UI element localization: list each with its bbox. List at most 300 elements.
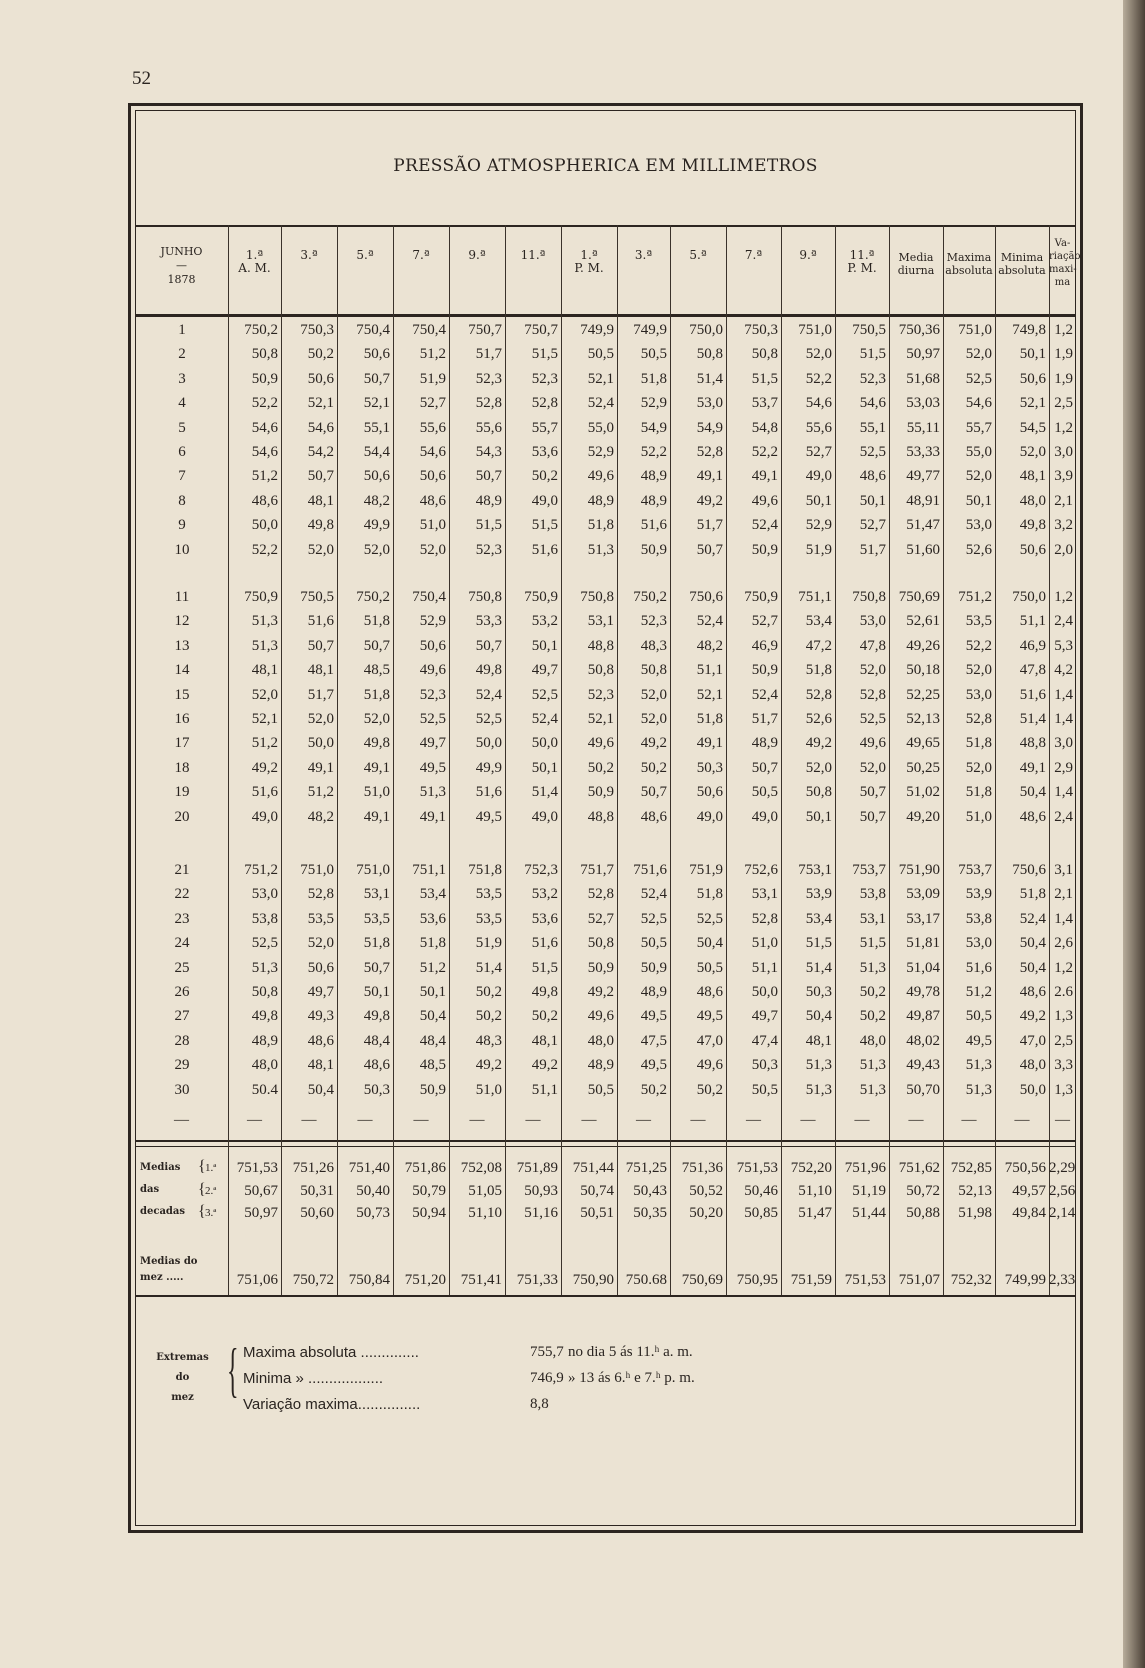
table-cell: 51,5 bbox=[475, 517, 502, 534]
header-maxima bbox=[943, 251, 995, 277]
dash-mark: — bbox=[525, 1112, 541, 1128]
decade-value: 2,29 bbox=[1049, 1160, 1076, 1176]
table-cell: 52,0 bbox=[1019, 444, 1046, 460]
hour-label: 11.ª bbox=[520, 248, 546, 262]
table-cell: 51,2 bbox=[307, 784, 334, 801]
table-cell: 54,4 bbox=[363, 444, 390, 460]
table-cell: 50,8 bbox=[587, 662, 614, 679]
table-cell: 48,6 bbox=[363, 1057, 390, 1074]
mez-value: 751,06 bbox=[236, 1272, 278, 1288]
table-cell: 52,1 bbox=[307, 395, 334, 412]
table-cell: 750,7 bbox=[468, 322, 502, 338]
table-cell: 50,6 bbox=[419, 637, 446, 654]
hour-period bbox=[617, 262, 670, 275]
table-cell: 50,1 bbox=[531, 637, 558, 654]
table-cell: 750,2 bbox=[244, 322, 278, 338]
table-cell: 50,7 bbox=[363, 370, 390, 387]
table-cell: 750,3 bbox=[300, 322, 334, 338]
table-cell: 52,61 bbox=[906, 613, 940, 630]
table-cell: 50,8 bbox=[805, 784, 832, 801]
table-cell: 2,1 bbox=[1054, 492, 1073, 509]
table-cell: 752,3 bbox=[524, 862, 558, 878]
table-cell: 52,3 bbox=[531, 370, 558, 387]
table-cell: 50,6 bbox=[363, 468, 390, 485]
table-cell: 50,2 bbox=[859, 1008, 886, 1025]
table-cell: 52,7 bbox=[805, 444, 832, 460]
table-cell: 51,3 bbox=[251, 959, 278, 976]
table-cell: 49,7 bbox=[751, 1008, 778, 1025]
header-minima-line: Minima bbox=[1000, 251, 1044, 264]
table-cell: 50,8 bbox=[251, 984, 278, 1000]
hour-label: 7.ª bbox=[412, 248, 430, 262]
table-cell: 49,1 bbox=[751, 468, 778, 485]
table-cell: 749,9 bbox=[633, 322, 667, 338]
dash-mark: — bbox=[469, 1112, 485, 1128]
table-cell: 751,0 bbox=[798, 322, 832, 338]
table-cell: 52,3 bbox=[419, 686, 446, 703]
decade-value: 50,40 bbox=[356, 1182, 390, 1199]
table-cell: 48,1 bbox=[805, 1032, 832, 1049]
table-cell: 49,5 bbox=[419, 759, 446, 776]
table-cell: 49,2 bbox=[640, 735, 667, 752]
table-cell: 50,1 bbox=[1019, 346, 1046, 363]
table-cell: 53,5 bbox=[475, 910, 502, 927]
table-cell: 751,0 bbox=[958, 322, 992, 338]
table-cell: 48,6 bbox=[696, 984, 723, 1000]
table-cell: 50,0 bbox=[251, 517, 278, 534]
table-cell: 52,0 bbox=[419, 541, 446, 558]
table-cell: 52,5 bbox=[251, 935, 278, 952]
table-cell: 47,0 bbox=[696, 1032, 723, 1049]
table-cell: 51,1 bbox=[696, 662, 723, 679]
header-dash: — bbox=[176, 259, 187, 272]
table-cell: 51,8 bbox=[419, 935, 446, 952]
table-cell: 50,1 bbox=[419, 984, 446, 1000]
header-hour bbox=[449, 249, 505, 275]
table-cell: 51,4 bbox=[805, 959, 832, 976]
table-cell: 49,8 bbox=[251, 1008, 278, 1025]
table-cell: 53,1 bbox=[859, 910, 886, 927]
table-cell: 54,6 bbox=[251, 444, 278, 460]
table-cell: 53,0 bbox=[251, 886, 278, 903]
table-cell: 53,5 bbox=[363, 910, 390, 927]
dash-mark: — bbox=[1014, 1112, 1030, 1128]
table-cell: 50,3 bbox=[805, 984, 832, 1000]
table-cell: 54,6 bbox=[965, 395, 992, 412]
table-cell: 52,8 bbox=[859, 686, 886, 703]
table-cell: 52,5 bbox=[475, 711, 502, 727]
day-number: 18 bbox=[174, 759, 190, 776]
table-cell: 48,9 bbox=[640, 468, 667, 485]
table-cell: 47,5 bbox=[640, 1032, 667, 1049]
table-cell: 50,4 bbox=[1019, 784, 1046, 801]
table-cell: 2,5 bbox=[1054, 1032, 1073, 1049]
table-cell: 49,2 bbox=[805, 735, 832, 752]
table-cell: 49,2 bbox=[587, 984, 614, 1000]
header-media-line: Media bbox=[898, 251, 934, 264]
table-cell: 50,2 bbox=[531, 468, 558, 485]
table-cell: 752,6 bbox=[744, 862, 778, 878]
extremas-name: Variação maxima............... bbox=[243, 1396, 421, 1413]
table-cell: 52,3 bbox=[859, 370, 886, 387]
table-cell: 47,2 bbox=[805, 637, 832, 654]
decade-value: 50,46 bbox=[744, 1182, 778, 1199]
table-cell: 751,1 bbox=[412, 862, 446, 878]
table-cell: 50,7 bbox=[363, 959, 390, 976]
table-cell: 50,8 bbox=[251, 346, 278, 363]
decade-value: 51,19 bbox=[852, 1182, 886, 1199]
table-cell: 51,1 bbox=[1019, 613, 1046, 630]
table-cell: 51,8 bbox=[965, 735, 992, 752]
header-media bbox=[889, 251, 943, 277]
decade-value: 50,43 bbox=[633, 1182, 667, 1199]
table-cell: 51,7 bbox=[859, 541, 886, 558]
table-cell: 51,3 bbox=[859, 1081, 886, 1098]
extremas-value: 755,7 bbox=[530, 1344, 564, 1360]
extremas-label-line: do bbox=[175, 1372, 190, 1383]
table-cell: 52,0 bbox=[307, 541, 334, 558]
table-cell: 48,6 bbox=[1019, 808, 1046, 825]
rule-3 bbox=[135, 1146, 1076, 1147]
table-cell: 50,18 bbox=[906, 662, 940, 679]
table-cell: 51,5 bbox=[531, 517, 558, 534]
table-cell: 48,5 bbox=[419, 1057, 446, 1074]
extremas-name: Maxima absoluta .............. bbox=[243, 1344, 419, 1361]
table-cell: 51,6 bbox=[1019, 686, 1046, 703]
hour-period: P. M. bbox=[847, 261, 877, 275]
table-cell: 49,0 bbox=[751, 808, 778, 825]
table-cell: 49,6 bbox=[419, 662, 446, 679]
table-cell: 50,1 bbox=[805, 808, 832, 825]
day-number: 7 bbox=[178, 468, 186, 485]
table-cell: 51,2 bbox=[419, 346, 446, 363]
header-hour bbox=[505, 249, 561, 275]
table-cell: 48,0 bbox=[1019, 1057, 1046, 1074]
table-cell: 749,8 bbox=[1012, 322, 1046, 338]
table-cell: 52,0 bbox=[965, 346, 992, 363]
decade-brace: { bbox=[198, 1180, 206, 1198]
table-cell: 52,2 bbox=[751, 444, 778, 460]
table-cell: 50,2 bbox=[475, 984, 502, 1000]
table-cell: 50,25 bbox=[906, 759, 940, 776]
table-cell: 50,9 bbox=[751, 662, 778, 679]
table-cell: 750,36 bbox=[898, 322, 940, 338]
table-cell: 51,8 bbox=[363, 686, 390, 703]
decade-value: 751,62 bbox=[898, 1160, 940, 1176]
table-cell: 51,8 bbox=[805, 662, 832, 679]
decade-value: 751,40 bbox=[348, 1160, 390, 1176]
table-cell: 751,8 bbox=[468, 862, 502, 878]
table-cell: 48,6 bbox=[419, 492, 446, 509]
table-cell: 48,5 bbox=[363, 662, 390, 679]
table-cell: 53,8 bbox=[859, 886, 886, 903]
decade-value: 50,20 bbox=[689, 1205, 723, 1221]
table-cell: 48,4 bbox=[363, 1032, 390, 1049]
table-cell: 49,2 bbox=[475, 1057, 502, 1074]
mez-value: 749,99 bbox=[1004, 1272, 1046, 1288]
table-cell: 1,2 bbox=[1054, 589, 1073, 605]
table-cell: 50,3 bbox=[751, 1057, 778, 1074]
day-number: 19 bbox=[174, 784, 190, 801]
table-cell: 3,0 bbox=[1054, 735, 1073, 752]
decade-value: 51,05 bbox=[468, 1182, 502, 1199]
rule-2 bbox=[135, 1140, 1076, 1142]
table-cell: 52,1 bbox=[251, 711, 278, 727]
table-cell: 50,70 bbox=[906, 1081, 940, 1098]
table-cell: 3,3 bbox=[1054, 1057, 1073, 1074]
header-maxima-line: absoluta bbox=[945, 264, 993, 277]
table-cell: 50,9 bbox=[640, 541, 667, 558]
decade-brace: { bbox=[198, 1158, 206, 1175]
hour-period bbox=[337, 262, 393, 275]
table-cell: 49,8 bbox=[363, 735, 390, 752]
table-cell: 50,4 bbox=[419, 1008, 446, 1025]
decade-value: 49,57 bbox=[1012, 1182, 1046, 1199]
day-number: 3 bbox=[178, 370, 186, 387]
decadas-label bbox=[140, 1157, 200, 1223]
table-cell: 48,6 bbox=[251, 492, 278, 509]
table-cell: 52,2 bbox=[805, 370, 832, 387]
decade-value: 50,94 bbox=[412, 1205, 446, 1221]
rule-4 bbox=[135, 1295, 1076, 1297]
table-cell: 53,8 bbox=[251, 910, 278, 927]
hour-period: P. M. bbox=[574, 261, 604, 275]
table-cell: 52,1 bbox=[363, 395, 390, 412]
extremas-value: 746,9 bbox=[530, 1370, 564, 1386]
table-cell: 50,7 bbox=[640, 784, 667, 801]
header-media-line: diurna bbox=[897, 264, 935, 277]
table-cell: 52,7 bbox=[859, 517, 886, 534]
day-number: 29 bbox=[174, 1057, 190, 1074]
table-cell: 51,3 bbox=[965, 1081, 992, 1098]
table-cell: 51,3 bbox=[805, 1081, 832, 1098]
dash-mark: — bbox=[357, 1112, 373, 1128]
table-cell: 51,8 bbox=[363, 613, 390, 630]
header-maxima-line: Maxima bbox=[946, 251, 992, 264]
table-cell: 50,5 bbox=[751, 784, 778, 801]
table-cell: 48,9 bbox=[751, 735, 778, 752]
table-cell: 46,9 bbox=[751, 637, 778, 654]
table-cell: 49,1 bbox=[307, 759, 334, 776]
table-cell: 51,6 bbox=[251, 784, 278, 801]
decade-value: 50,72 bbox=[906, 1182, 940, 1199]
table-cell: 55,6 bbox=[475, 419, 502, 436]
decade-value: 51,47 bbox=[798, 1205, 832, 1221]
table-cell: 1,2 bbox=[1054, 322, 1073, 338]
table-cell: 1,3 bbox=[1054, 1008, 1073, 1025]
table-cell: 52,8 bbox=[307, 886, 334, 903]
table-cell: 50,7 bbox=[475, 637, 502, 654]
table-cell: 751,0 bbox=[356, 862, 390, 878]
mez-value: 751,07 bbox=[898, 1272, 940, 1288]
table-cell: 49,9 bbox=[475, 759, 502, 776]
table-cell: 51,3 bbox=[251, 637, 278, 654]
table-cell: 50,97 bbox=[906, 346, 940, 363]
table-cell: 3,2 bbox=[1054, 517, 1073, 534]
table-cell: 48,2 bbox=[307, 808, 334, 825]
table-cell: 50,4 bbox=[805, 1008, 832, 1025]
table-cell: 51,5 bbox=[531, 346, 558, 363]
table-cell: 49,6 bbox=[587, 1008, 614, 1025]
decade-value: 50,52 bbox=[689, 1182, 723, 1199]
table-cell: 749,9 bbox=[580, 322, 614, 338]
table-cell: 52,6 bbox=[965, 541, 992, 558]
mez-value: 2,33 bbox=[1049, 1272, 1076, 1288]
table-cell: 48,9 bbox=[251, 1032, 278, 1049]
table-cell: 52,1 bbox=[587, 711, 614, 727]
table-cell: 49,8 bbox=[475, 662, 502, 679]
hour-label: 1.ª bbox=[580, 248, 598, 262]
day-number: 5 bbox=[178, 419, 186, 436]
day-number: 8 bbox=[178, 492, 186, 509]
table-cell: 49,6 bbox=[696, 1057, 723, 1074]
table-cell: 49,0 bbox=[531, 492, 558, 509]
table-cell: 51,4 bbox=[696, 370, 723, 387]
table-cell: 50.4 bbox=[251, 1081, 278, 1098]
header-hour bbox=[670, 249, 726, 275]
table-cell: 52,8 bbox=[475, 395, 502, 412]
table-cell: 48,3 bbox=[640, 637, 667, 654]
table-cell: 49,7 bbox=[531, 662, 558, 679]
table-cell: 52,0 bbox=[363, 541, 390, 558]
table-cell: 51,3 bbox=[587, 541, 614, 558]
decade-value: 751,89 bbox=[516, 1160, 558, 1176]
table-cell: 50,1 bbox=[859, 492, 886, 509]
table-cell: 54,9 bbox=[696, 419, 723, 436]
table-cell: 1,2 bbox=[1054, 959, 1073, 976]
table-cell: 52,3 bbox=[587, 686, 614, 703]
header-hour bbox=[228, 249, 281, 275]
table-cell: 53,7 bbox=[751, 395, 778, 412]
day-number: 10 bbox=[174, 541, 190, 558]
table-cell: 55,0 bbox=[587, 419, 614, 436]
table-cell: 49,6 bbox=[859, 735, 886, 752]
decade-value: 751,53 bbox=[736, 1160, 778, 1176]
table-cell: 50,5 bbox=[640, 935, 667, 952]
table-cell: 54,6 bbox=[859, 395, 886, 412]
table-cell: 51,2 bbox=[419, 959, 446, 976]
table-cell: 1,4 bbox=[1054, 784, 1073, 801]
day-number: 22 bbox=[174, 886, 190, 903]
table-cell: 51,8 bbox=[965, 784, 992, 801]
table-cell: 48,1 bbox=[1019, 468, 1046, 485]
table-cell: 750,8 bbox=[580, 589, 614, 605]
day-number: 9 bbox=[178, 517, 186, 534]
extremas-note: no dia 5 ás 11.ʰ a. m. bbox=[568, 1344, 693, 1360]
table-cell: 48,1 bbox=[251, 662, 278, 679]
mez-value: 751,53 bbox=[844, 1272, 886, 1288]
hour-label: 7.ª bbox=[744, 248, 763, 262]
table-cell: 48,2 bbox=[696, 637, 723, 654]
table-cell: 50,2 bbox=[640, 1081, 667, 1098]
table-cell: 50,5 bbox=[965, 1008, 992, 1025]
table-cell: 52,25 bbox=[906, 686, 940, 703]
table-cell: 51,6 bbox=[531, 935, 558, 952]
table-cell: 48,8 bbox=[587, 637, 614, 654]
table-cell: 52,5 bbox=[419, 711, 446, 727]
mez-value: 751,59 bbox=[790, 1272, 832, 1288]
extremas-label-line: Extremas bbox=[156, 1352, 209, 1363]
table-cell: 50,6 bbox=[419, 468, 446, 485]
table-cell: 48,1 bbox=[307, 1057, 334, 1074]
table-title: PRESSÃO ATMOSPHERICA EM MILLIMETROS bbox=[393, 156, 818, 176]
table-cell: 53,17 bbox=[906, 910, 940, 927]
table-cell: 51,0 bbox=[419, 517, 446, 534]
table-cell: 53,6 bbox=[419, 910, 446, 927]
table-cell: 46,9 bbox=[1019, 637, 1046, 654]
table-cell: 55,6 bbox=[419, 419, 446, 436]
table-cell: 51,2 bbox=[251, 735, 278, 752]
table-cell: 50,1 bbox=[805, 492, 832, 509]
table-cell: 55,11 bbox=[906, 419, 940, 436]
table-cell: 50,0 bbox=[531, 735, 558, 752]
table-cell: 51,04 bbox=[906, 959, 940, 976]
hour-label: 3.ª bbox=[300, 248, 318, 262]
decade-value: 50,85 bbox=[744, 1205, 778, 1221]
table-cell: 52,7 bbox=[419, 395, 446, 412]
table-cell: 49,26 bbox=[906, 637, 940, 654]
table-cell: 51,7 bbox=[696, 517, 723, 534]
table-cell: 51,9 bbox=[805, 541, 832, 558]
table-cell: 50,9 bbox=[640, 959, 667, 976]
table-cell: 55,0 bbox=[965, 444, 992, 460]
table-cell: 55,1 bbox=[859, 419, 886, 436]
mez-value: 751,41 bbox=[460, 1272, 502, 1288]
header-minima-line: absoluta bbox=[998, 264, 1046, 277]
day-number: 21 bbox=[174, 862, 190, 878]
extremas-name: Minima » .................. bbox=[243, 1370, 384, 1387]
table-cell: 52,3 bbox=[475, 370, 502, 387]
day-number: 23 bbox=[174, 910, 190, 927]
decade-value: 50,51 bbox=[580, 1205, 614, 1221]
extremas-label-line: mez bbox=[171, 1392, 194, 1403]
mez-value: 750,69 bbox=[681, 1272, 723, 1288]
table-cell: 51,6 bbox=[531, 541, 558, 558]
table-cell: 49,6 bbox=[587, 468, 614, 485]
hour-period: A. M. bbox=[238, 261, 271, 275]
table-cell: 53,33 bbox=[906, 444, 940, 460]
table-cell: 51,9 bbox=[419, 370, 446, 387]
table-cell: 51,2 bbox=[251, 468, 278, 485]
decade-value: 51,98 bbox=[958, 1205, 992, 1221]
table-cell: 50,1 bbox=[363, 984, 390, 1000]
table-cell: 52,4 bbox=[751, 517, 778, 534]
header-hour bbox=[281, 249, 337, 275]
table-cell: 49,5 bbox=[640, 1008, 667, 1025]
table-cell: 54,8 bbox=[751, 419, 778, 436]
decade-number: 3.ª bbox=[205, 1207, 217, 1219]
decade-value: 52,13 bbox=[958, 1182, 992, 1199]
header-variacao-line: maxi- bbox=[1049, 264, 1077, 275]
table-cell: 52,4 bbox=[751, 686, 778, 703]
dash-mark: — bbox=[413, 1112, 429, 1128]
table-cell: 49,7 bbox=[307, 984, 334, 1000]
table-cell: 49,0 bbox=[531, 808, 558, 825]
header-hour bbox=[337, 249, 393, 275]
decade-value: 51,10 bbox=[798, 1182, 832, 1199]
decade-value: 750,56 bbox=[1004, 1160, 1046, 1176]
table-cell: 48,6 bbox=[640, 808, 667, 825]
header-hour bbox=[781, 249, 835, 275]
table-cell: 52,1 bbox=[587, 370, 614, 387]
dash-mark: — bbox=[800, 1112, 816, 1128]
table-cell: 750,0 bbox=[689, 322, 723, 338]
table-cell: 51,3 bbox=[251, 613, 278, 630]
mez-label-line: Medias do bbox=[140, 1256, 198, 1267]
table-cell: 51,6 bbox=[307, 613, 334, 630]
table-cell: 2,4 bbox=[1054, 613, 1073, 630]
table-cell: 750,0 bbox=[1012, 589, 1046, 605]
